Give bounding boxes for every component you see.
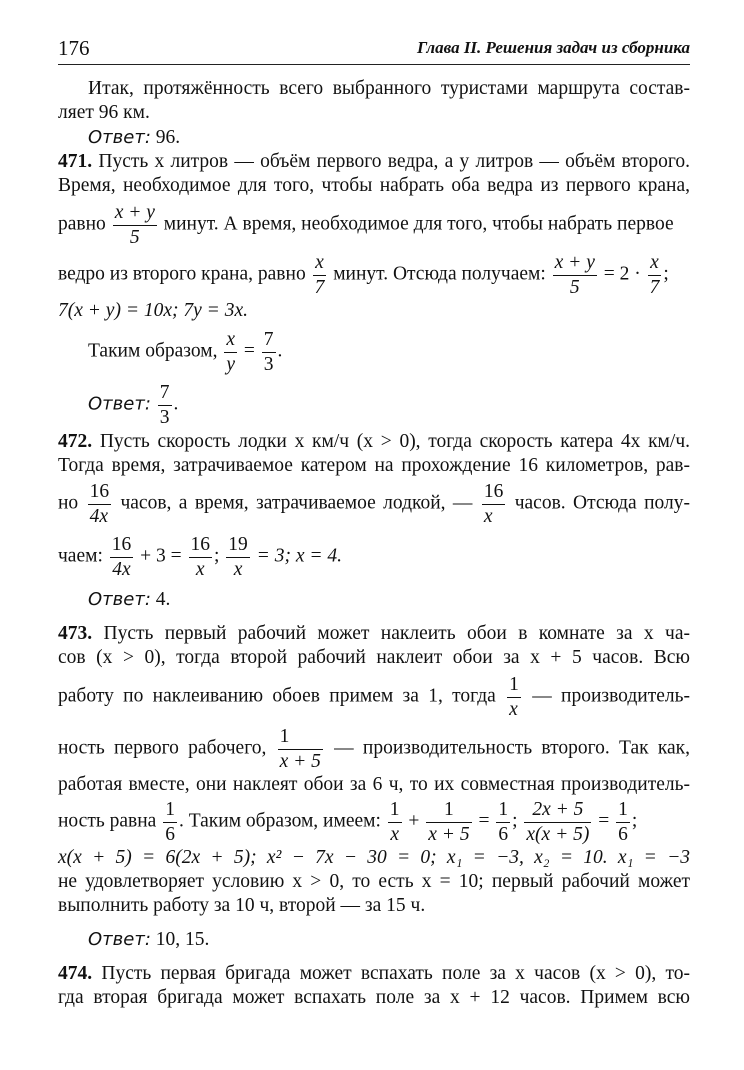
problem-472-line: [58, 430, 690, 454]
problem-471-line: Таким образом, $\frac{x}{y}$ = $\frac{7}{3}$ .: [88, 329, 283, 375]
text-span: работу по наклеиванию обоев примем за 1, тогда: [58, 685, 496, 707]
text-span: — производитель-: [532, 685, 690, 707]
problem-471-line: [58, 150, 690, 174]
text-span: но: [58, 492, 79, 514]
answer-471: Ответ: $\frac{7}{3}$ .: [88, 382, 179, 428]
answer-label: Ответ:: [88, 929, 151, 950]
numerator: 16: [189, 535, 213, 558]
answer-label: Ответ:: [88, 393, 151, 415]
text-span: Пусть первая бригада может вспахать поле за x часов (x > 0), то-: [101, 963, 690, 984]
text-line: сов (x > 0), тогда второй рабочий наклеит обои за x + 5 часов. Всю: [58, 647, 690, 668]
fraction: [163, 800, 177, 844]
fraction: [524, 800, 591, 844]
text-span: ведро из второго крана, равно: [58, 263, 306, 285]
answer-472: [88, 588, 690, 612]
numerator: 7: [158, 383, 172, 406]
page-number: 176: [58, 36, 90, 60]
numerator: 1: [496, 800, 510, 823]
denominator: 7: [649, 276, 660, 298]
numerator: x + y: [553, 253, 597, 276]
equation-line: x(x + 5) = 6(2x + 5); x² − 7x − 30 = 0; x₁ = −3, x₂ = 10. x₁ = −3: [58, 847, 690, 868]
numerator: 1: [507, 675, 521, 698]
text-line: ляет 96 км.: [58, 102, 150, 123]
fraction: [158, 383, 172, 427]
fraction: [426, 800, 471, 844]
text-span: = 2 ·: [603, 263, 641, 285]
denominator: x: [195, 558, 205, 580]
text-span: Пусть первый рабочий может наклеить обои в комнате за x ча-: [103, 623, 690, 644]
fraction: [110, 535, 134, 579]
text-span: равно: [58, 213, 106, 235]
text-span: часов. Отсюда полу-: [514, 492, 691, 514]
numerator: 1: [426, 800, 471, 823]
denominator: y: [226, 353, 235, 375]
fraction: [189, 535, 213, 579]
text-line: Время, необходимое для того, чтобы набрать оба ведра из первого крана,: [58, 175, 690, 196]
numerator: 16: [482, 482, 506, 505]
text-span: — производительность второго. Так как,: [334, 737, 691, 759]
page-header: [58, 34, 690, 65]
fraction: [226, 535, 250, 579]
problem-number: 472.: [58, 431, 93, 452]
answer-value: 10, 15.: [155, 929, 210, 950]
text-span: Пусть скорость лодки x км/ч (x > 0), тогда скорость катера 4x км/ч.: [99, 431, 690, 452]
fraction: [262, 330, 276, 374]
numerator: 1: [278, 727, 323, 750]
numerator: x: [648, 253, 662, 276]
denominator: x: [509, 698, 518, 720]
text-span: = 3; x = 4.: [256, 545, 343, 567]
denominator: 6: [618, 823, 628, 845]
problem-473-line: [58, 674, 690, 720]
answer-label: Ответ:: [88, 589, 151, 610]
fraction: [278, 727, 323, 771]
text-span: ность равна: [58, 810, 157, 832]
denominator: x: [233, 558, 243, 580]
problem-474-line: [58, 962, 690, 986]
answer-value: 96.: [155, 127, 181, 148]
fraction: [388, 800, 402, 844]
problem-471-line: ведро из второго крана, равно $\frac{x}{7}$ минут. Отсюда получаем: $\frac{x + y}{5}$ = 2 · $\frac{x}{7}$ ;: [58, 252, 669, 298]
fraction: [616, 800, 630, 844]
text-line: работая вместе, они наклеят обои за 6 ч, то их совместная производитель-: [58, 774, 690, 795]
problem-472-line: чаем: $\frac{16}{4x}$ + 3 = $\frac{16}{x}$ ; $\frac{19}{x}$ = 3; x = 4.: [58, 534, 343, 580]
denominator: 6: [165, 823, 175, 845]
text-span: чаем:: [58, 545, 103, 567]
denominator: 5: [569, 276, 580, 298]
numerator: x + y: [113, 203, 157, 226]
problem-473-line: [58, 726, 691, 772]
numerator: 2x + 5: [524, 800, 591, 823]
answer-473: [88, 928, 690, 952]
text-line: выполнить работу за 10 ч, второй — за 15 ч.: [58, 895, 426, 916]
fraction: [507, 675, 521, 719]
numerator: 1: [616, 800, 630, 823]
denominator: 4x: [89, 505, 108, 527]
text-span: минут. Отсюда получаем:: [333, 263, 546, 285]
fraction: [553, 253, 597, 297]
text-line: гда вторая бригада может вспахать поле за x + 12 часов. Примем всю: [58, 987, 690, 1008]
text-line: не удовлетворяет условию x > 0, то есть x = 10; первый рабочий может: [58, 871, 690, 892]
problem-471-line: [58, 202, 690, 248]
problem-number: 473.: [58, 623, 93, 644]
denominator: 4x: [112, 558, 131, 580]
chapter-title: Глава II. Решения задач из сборника: [417, 38, 690, 57]
answer-value: 4.: [155, 589, 171, 610]
numerator: x: [224, 330, 237, 353]
fraction: [313, 253, 327, 297]
numerator: 16: [88, 482, 112, 505]
problem-473-line: ность равна $\frac{1}{6}$ . Таким образом, имеем: $\frac{1}{x}$ + $\frac{1}{x + 5}$ = $\frac{1}{6}$ ; $\frac{2x + 5}{x(x + 5)}$ = $\frac{1}{6}$ ;: [58, 799, 638, 845]
denominator: 7: [314, 276, 325, 298]
equation-line: 7(x + y) = 10x; 7y = 3x.: [58, 300, 248, 321]
problem-number: 474.: [58, 963, 93, 984]
denominator: x: [483, 505, 493, 527]
problem-number: 471.: [58, 151, 93, 172]
denominator: x: [390, 823, 399, 845]
fraction: [113, 203, 157, 247]
denominator: 3: [159, 406, 170, 428]
fraction: [482, 482, 506, 526]
fraction: [88, 482, 112, 526]
denominator: x + 5: [279, 750, 321, 772]
answer-label: Ответ:: [88, 127, 151, 148]
numerator: 7: [262, 330, 276, 353]
numerator: x: [313, 253, 327, 276]
answer-470: [88, 126, 690, 150]
denominator: 5: [129, 226, 140, 248]
denominator: x + 5: [428, 823, 470, 845]
denominator: 3: [263, 353, 274, 375]
fraction: [224, 330, 237, 374]
denominator: x(x + 5): [526, 823, 590, 845]
fraction: [648, 253, 662, 297]
text-span: часов, а время, затрачиваемое лодкой, —: [120, 492, 473, 514]
text-line: Тогда время, затрачиваемое катером на прохождение 16 километров, рав-: [58, 455, 690, 476]
text-span: ность первого рабочего,: [58, 737, 267, 759]
text-span: Таким образом, имеем:: [188, 810, 381, 832]
text-span: минут. А время, необходимое для того, чтобы набрать первое: [163, 213, 674, 235]
denominator: 6: [498, 823, 509, 845]
text-span: + 3 =: [140, 545, 182, 567]
fraction: [496, 800, 510, 844]
problem-473-line: [58, 622, 690, 646]
numerator: 1: [163, 800, 177, 823]
numerator: 1: [388, 800, 402, 823]
text-span: Пусть x литров — объём первого ведра, а y литров — объём второго.: [98, 151, 690, 172]
text-line: Итак, протяжённость всего выбранного туристами маршрута состав-: [88, 78, 690, 99]
problem-472-line: [58, 481, 691, 527]
numerator: 16: [110, 535, 134, 558]
text-span: Таким образом,: [88, 340, 218, 362]
numerator: 19: [226, 535, 250, 558]
